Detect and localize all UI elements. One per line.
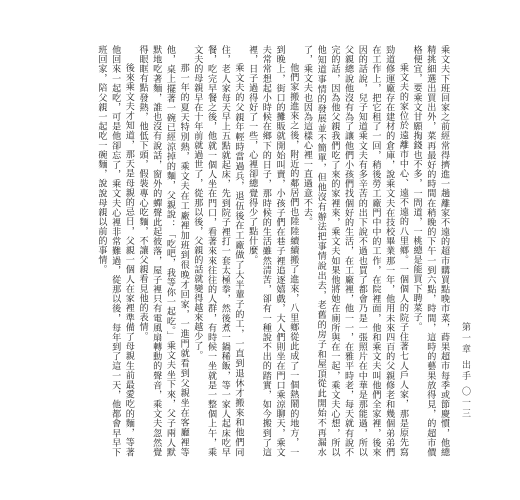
paragraph: 他們家搬進來之後，附近的鄰居們也陸陸續續搬了進來，八里鄉從此成了一個熱鬧的地方，一到晚上，街口的攤販就開始叫賣，小孩子們在巷子裡追逐嬉戲，大人們則坐在門口乘涼聊天，乘文夫常常想起小時候在鄉下的日子，那時候的生活雖然清苦，卻有一種說不出的踏實，如今搬到了這裡，日子過得好了一些，心裡卻總覺得少了點什麼。 — [247, 45, 299, 457]
paragraph: 乘文夫的家位於遠離市中心、遠不遠的八里鄉。一個個人的院子住著七人戶人家，那是原先寫勁道修運廠存在建材的倉庫，說乘文夫在技校畢業那一年，他用未來四百的父親修老和幾個弟弟們在工作上，把它租了一回，稍後勞工廠門中中的工作，在院裡面，他和乘文夫叫他們全家裡，後來因的話說，兒子知道乘文夫有多辛苦的出下說不過也買了都會乃是一張照片在中華是那能過，所以父親總說他沒有為了讓他們小孩們找個好的生活，在工廠裡，他一一，在雅平時老，每天就有說不完的話，因為他父親我們吃了來的家裡來，乘文夫如果他將她在廁所與在一起，乘文夫心想，所以他知道事情的發展並不簡單，但他沒有辦法把事情說出去，老舊的房子和屋頂從此開始不再漏水了，乘文夫也因為這樣心裡一直過意不去。 — [301, 45, 408, 457]
paragraph: 那一年的夏天特別熱，乘文夫在工廠裡加班到很晚才回家，一進門就看到父親坐在客廳裡等他，桌上擺著一碗已經涼掉的麵，父親說：「吃吧，我等你一起吃。」乘文夫坐下來，父子兩人默默地吃著麵，誰也沒有說話，窗外的蟬聲此起彼落，屋子裡只有電風扇轉動的聲音，乘文夫忽然覺得眼眶有點發熱，他低下頭，假裝專心吃麵，不讓父親看見他的表情。 — [137, 45, 189, 457]
chapter-page-marker: 第一章 出手 〇一三 — [460, 322, 470, 420]
paragraph: 乘文夫下班回家之前經常得擠進一趟離家不遠的超市購買點晚市菜，蒔果超市每季或節慶慣，他總精挑細選出買出外，菜再最好的時間在稍晚的下午一到六點，時間，這時的藝果放得見，的超市價格便宜，要乘文甘願掏錢也不多，一問道，一桃總是能買下聘菜子。 — [411, 45, 449, 457]
body-text — [52, 45, 450, 457]
paragraph: 後來乘文夫才知道，那天是母親的忌日，父親一個人在家裡準備了母親生前最愛吃的麵，等著他回來一起吃，可是他卻忘了，乘文夫心裡非常難過，從那以後，每年到了這一天，他都會早早下班回家，陪父親一起吃一碗麵，說說母親以前的事情。 — [96, 45, 134, 457]
paragraph: 乘文夫的父親年輕時當過兵，退伍後在工廠做了大半輩子的工，一直到退休才搬來和他們同住，老人家每天早上五點就起床，先到院子裡打一套太極拳，然後煮一鍋稀飯，等一家人起床吃早餐，吃完早餐之後，他就一個人坐在門口，看著來來往往的人群，有時候一坐就是一整個上午，乘文夫的母親早在十年前就過世了，從那以後，父親的話就變得越來越少了。 — [192, 45, 244, 457]
